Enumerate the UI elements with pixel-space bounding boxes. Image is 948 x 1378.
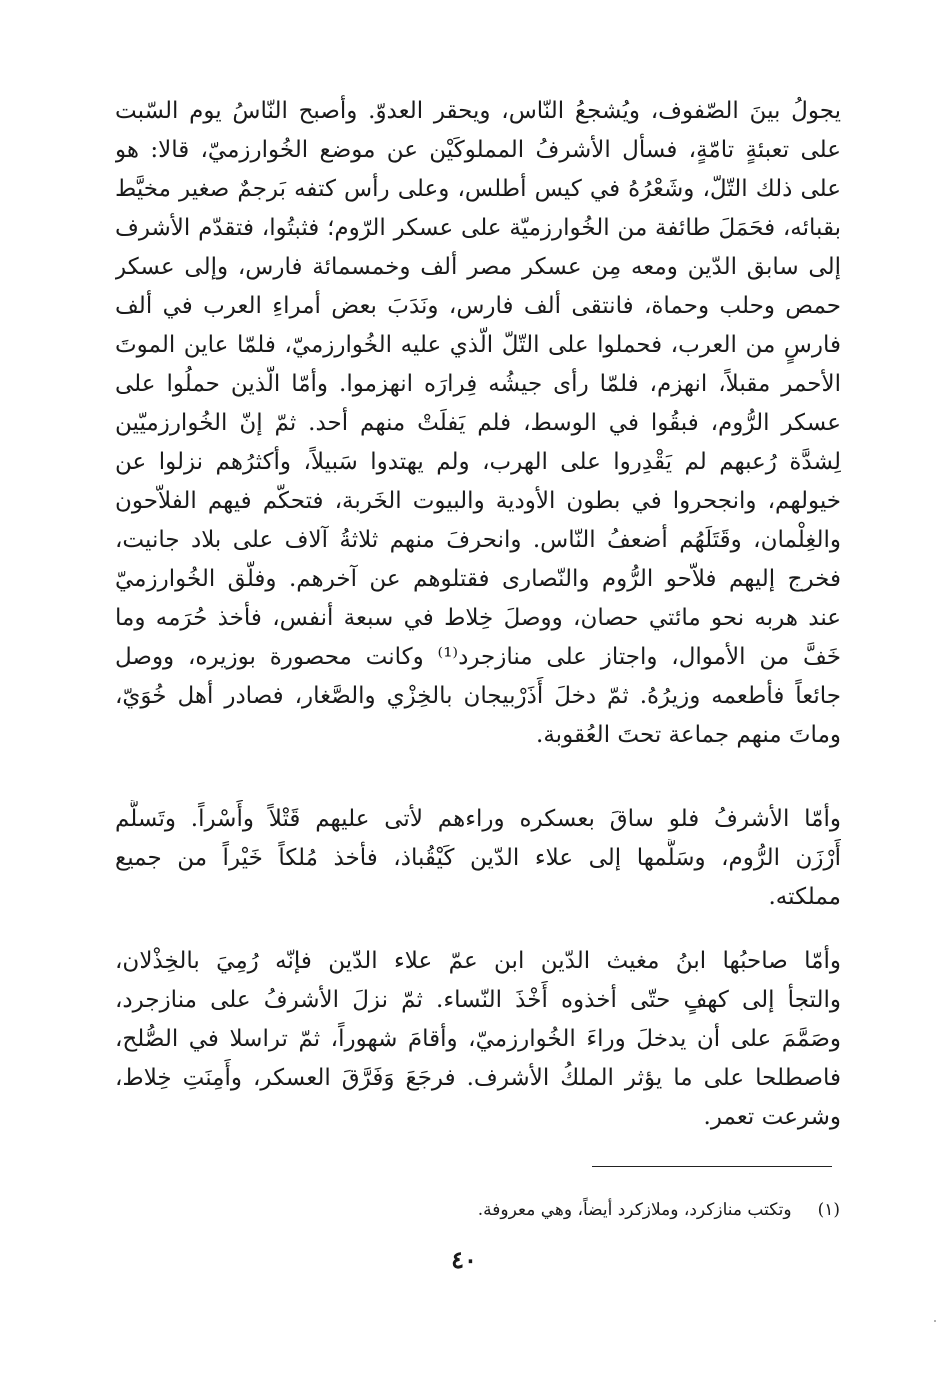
paragraph-2 [115,800,841,917]
page-number: ٤٠ [451,1245,477,1274]
text-line: بقبائه، فحَمَلَ طائفة من الخُوارزميّة على عسكر الرّوم؛ فثبتُوا، فتقدّم الأشرف [115,215,841,241]
text-line: الأحمر مقبلاً، انهزم، فلمّا رأى جيشُه فِرارَه انهزموا. وأمّا الّذين حملُوا على [115,371,841,397]
text-line: مملكته. [768,884,841,910]
footnote-text: وتكتب منازكرد، وملازكرد أيضاً، وهي معروفة. [477,1200,792,1220]
text-line: جائعاً فأطعمه وزيرُهُ. ثمّ دخلَ أَذَرْبيجان بالخِزْي والصَّغار، فصادر أهل خُوَيّ، [115,683,841,709]
footnote-separator [592,1166,832,1167]
text-line: عند هربه نحو مائتي حصان، ووصلَ خِلاط في سبعة أنفس، فأخذ حُرَمه وما [115,605,841,631]
text-line: وأمّا الأشرفُ فلو ساقَ بعسكره وراءهم لأتى عليهم قَتْلاً وأَسْراً. وتَسلَّم [115,806,841,832]
text-line: خيولهم، وانجحروا في بطون الأودية والبيوت الخَربة، فتحكّم فيهم الفلاّحون [115,488,841,514]
text-line: والتجأ إلى كهفٍ حتّى أخذوه أَخْذَ النّساء. ثمّ نزلَ الأشرفُ على منازجرد، [115,987,841,1013]
text-line: حمص وحلب وحماة، فانتقى ألف فارس، ونَدَبَ بعض أمراءِ العرب في ألف [115,293,841,319]
text-line: وماتَ منهم جماعة تحتَ العُقوبة. [536,722,841,748]
text-line: وشرعت تعمر. [703,1104,841,1130]
text-line: وأمّا صاحبُها ابنُ مغيث الدّين ابن عمّ علاء الدّين فإنّه رُمِيَ بالخِذْلان، [115,948,841,974]
text-line: يجولُ بينَ الصّفوف، ويُشجعُ النّاس، ويحقر العدوّ. وأصبح النّاسُ يوم السّبت [115,98,841,124]
footnote [300,1192,840,1228]
text-line: أَرْزَن الرُّوم، وسَلَّمها إلى علاء الدّين كَيْقُباذ، فأخذ مُلكاً خَيْراً من جميع [115,845,841,871]
text-line: فاصطلحا على ما يؤثر الملكُ الأشرف. فرجَعَ وَفَرَّقَ العسكر، وأَمِنَتِ خِلاط، [115,1065,841,1091]
scan-speck [934,1320,936,1322]
text-line: على ذلك التّلّ، وشَعْرُهُ في كيس أطلس، وعلى رأس كتفه بَرجمٌ صغير مخيَّط [115,176,841,202]
text-line: على تعبئةٍ تامّةٍ، فسأل الأشرفُ المملوكَيْن عن موضع الخُوارزميّ، قالا: هو [115,137,841,163]
paragraph-1 [115,92,841,755]
text-line-with-footnote-ref: خَفَّ من الأموال، واجتاز على منازجرد⁽¹⁾ وكانت محصورة بوزيره، ووصل [115,644,841,670]
text-line: فخرج إليهم فلاّحو الرُّوم والنّصارى فقتلوهم عن آخرهم. وفلّق الخُوارزميّ [115,566,841,592]
text-line: لِشدَّة رُعبهم لم يَقْدِروا على الهرب، ولم يهتدوا سَبيلاً، وأكثرُهم نزلوا عن [115,449,841,475]
text-line: وصَمَّمَ على أن يدخلَ وراءَ الخُوارزميّ، وأقامَ شهوراً، ثمّ تراسلا في الصُّلح، [115,1026,841,1052]
text-line: والغِلْمان، وقَتَلَهُم أضعفُ النّاس. وانحرفَ منهم ثلاثةُ آلاف على بلاد جانيت، [115,527,841,553]
paragraph-3 [115,942,841,1137]
footnote-number: (١) [817,1200,840,1220]
text-line: عسكر الرُّوم، فبقُوا في الوسط، فلم يَفلَتْ منهم أحد. ثمّ إنّ الخُوارزميّين [115,410,841,436]
text-line: إلى سابق الدّين ومعه مِن عسكر مصر ألف وخمسمائة فارس، وإلى عسكر [115,254,841,280]
text-line: فارسٍ من العرب، فحملوا على التّلّ الّذي عليه الخُوارزميّ، فلمّا عاين الموتَ [115,332,841,358]
